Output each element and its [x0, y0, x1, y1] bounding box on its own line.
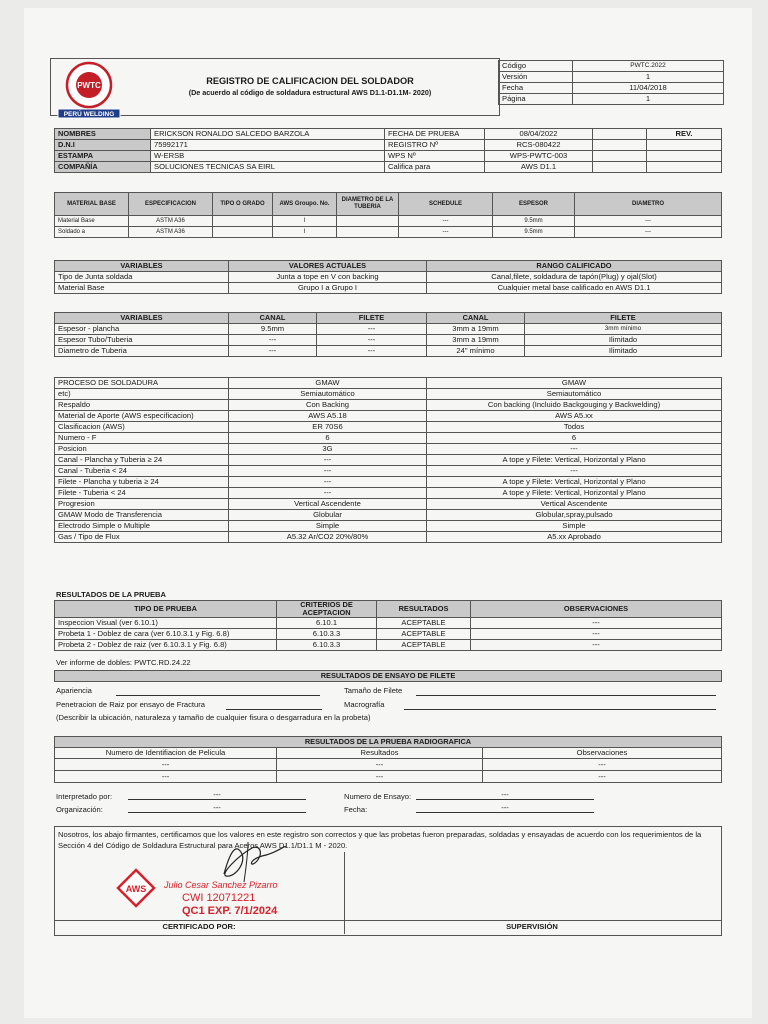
table-row	[55, 477, 722, 488]
radio-cell: ---	[483, 759, 722, 771]
tests-cell: ---	[471, 640, 722, 651]
radio-header: Resultados	[277, 748, 483, 759]
tests-header: OBSERVACIONES	[471, 601, 722, 618]
welder-dni: 75992171	[151, 140, 385, 151]
table-row	[55, 378, 722, 389]
process-cell: Filete - Plancha y tuberia ≥ 24	[55, 477, 229, 488]
thickness-cell: ---	[229, 335, 317, 346]
process-cell: etc)	[55, 389, 229, 400]
material-header: TIPO O GRADO	[213, 193, 273, 216]
thickness-cell: Ilimitado	[525, 346, 722, 357]
process-cell: Progresion	[55, 499, 229, 510]
tests-cell: Inspeccion Visual (ver 6.10.1)	[55, 618, 277, 629]
meta-value-pagina: 1	[573, 94, 724, 105]
material-cell: 9.5mm	[493, 227, 575, 238]
stamp-exp: QC1 EXP. 7/1/2024	[182, 905, 278, 917]
variables-table	[54, 260, 722, 294]
tests-cell: ACEPTABLE	[377, 629, 471, 640]
welder-label: Califica para	[385, 162, 485, 173]
table-row	[55, 640, 722, 651]
process-cell: AWS A5.xx	[427, 411, 722, 422]
interpretado-label: Interpretado por:	[56, 792, 113, 801]
process-cell: ---	[229, 466, 427, 477]
thickness-header: VARIABLES	[55, 313, 229, 324]
table-row	[55, 521, 722, 532]
stamp-cwi: CWI 12071221	[182, 892, 256, 904]
radio-cell: ---	[483, 771, 722, 783]
table-row	[55, 759, 722, 771]
thickness-cell: 24" mínimo	[427, 346, 525, 357]
process-cell: Con Backing	[229, 400, 427, 411]
meta-label: Página	[499, 94, 573, 105]
process-cell: Canal - Plancha y Tuberia ≥ 24	[55, 455, 229, 466]
radio-cell: ---	[277, 759, 483, 771]
handwritten-signature-icon	[190, 834, 300, 886]
test-date: 08/04/2022	[485, 129, 593, 140]
material-cell: ---	[575, 227, 722, 238]
thickness-header: FILETE	[525, 313, 722, 324]
apariencia-line	[116, 695, 320, 696]
thickness-table	[54, 312, 722, 357]
process-cell: Simple	[427, 521, 722, 532]
table-row	[55, 510, 722, 521]
table-row	[55, 532, 722, 543]
table-row	[55, 488, 722, 499]
table-row	[55, 346, 722, 357]
meta-value-codigo: PWTC.2022	[573, 61, 724, 72]
process-cell: Material de Aporte (AWS especificacion)	[55, 411, 229, 422]
material-cell: ---	[575, 216, 722, 227]
material-cell: ---	[399, 216, 493, 227]
process-cell: Semiautomático	[229, 389, 427, 400]
process-cell: Filete - Tuberia < 24	[55, 488, 229, 499]
process-cell: 6	[229, 433, 427, 444]
interpretado-value: ---	[128, 790, 306, 800]
process-cell: Globular,spray,pulsado	[427, 510, 722, 521]
process-cell: A5.xx Aprobado	[427, 532, 722, 543]
signature-footer-line	[54, 920, 722, 921]
thickness-cell: 3mm a 19mm	[427, 335, 525, 346]
variables-header: VARIABLES	[55, 261, 229, 272]
table-row	[55, 455, 722, 466]
thickness-cell: Espesor - plancha	[55, 324, 229, 335]
table-row	[55, 400, 722, 411]
variables-cell: Tipo de Junta soldada	[55, 272, 229, 283]
organizacion-label: Organización:	[56, 805, 103, 814]
radiography-table	[54, 736, 722, 783]
fillet-description: (Describir la ubicación, naturaleza y tamaño de cualquier fisura o desgarradura en la probeta)	[56, 713, 371, 722]
radio-cell: ---	[55, 771, 277, 783]
thickness-cell: ---	[317, 346, 427, 357]
rev-label: REV.	[647, 129, 722, 140]
tests-cell: 6.10.1	[277, 618, 377, 629]
welder-label: WPS Nº	[385, 151, 485, 162]
fillet-section-title: RESULTADOS DE ENSAYO DE FILETE	[54, 670, 722, 682]
thickness-header: FILETE	[317, 313, 427, 324]
welder-label: D.N.I	[55, 140, 151, 151]
tests-cell: Probeta 1 - Doblez de cara (ver 6.10.3.1 y Fig. 6.8)	[55, 629, 277, 640]
table-row	[55, 389, 722, 400]
process-cell: Canal - Tuberia < 24	[55, 466, 229, 477]
radio-section-title: RESULTADOS DE LA PRUEBA RADIOGRAFICA	[55, 737, 722, 748]
tests-cell: ---	[471, 629, 722, 640]
variables-header: VALORES ACTUALES	[229, 261, 427, 272]
process-cell: GMAW Modo de Transferencia	[55, 510, 229, 521]
material-cell	[213, 227, 273, 238]
tests-cell: ACEPTABLE	[377, 618, 471, 629]
process-cell: Globular	[229, 510, 427, 521]
process-cell: AWS A5.18	[229, 411, 427, 422]
welder-label: REGISTRO Nº	[385, 140, 485, 151]
thickness-cell: Espesor Tubo/Tuberia	[55, 335, 229, 346]
numero-ensayo-label: Numero de Ensayo:	[344, 792, 412, 801]
table-row	[55, 324, 722, 335]
tests-section-title: RESULTADOS DE LA PRUEBA	[56, 590, 166, 599]
registro-no: RCS-080422	[485, 140, 593, 151]
variables-cell: Junta a tope en V con backing	[229, 272, 427, 283]
process-cell: ---	[427, 466, 722, 477]
material-cell: Material Base	[55, 216, 129, 227]
meta-label: Código	[499, 61, 573, 72]
material-header: DIAMETRO	[575, 193, 722, 216]
process-cell: ---	[229, 477, 427, 488]
welder-company: SOLUCIONES TECNICAS SA EIRL	[151, 162, 385, 173]
bend-report-note: Ver informe de dobles: PWTC.RD.24.22	[56, 658, 191, 667]
thickness-cell: 9.5mm	[229, 324, 317, 335]
certification-text: Nosotros, los abajo firmantes, certificamos que los valores en este registro son correctos y que las probetas fueron preparadas, soldadas y ensayadas de acuerdo con los requerimientos de la Sección 4 del Código de Soldadura Estructural para Aceros AWS D1.1/D1.1 M - 2020.	[58, 830, 702, 850]
process-cell: Posicion	[55, 444, 229, 455]
material-header: SCHEDULE	[399, 193, 493, 216]
meta-label: Versión	[499, 72, 573, 83]
process-cell: A tope y Filete: Vertical, Horizontal y Plano	[427, 477, 722, 488]
apariencia-label: Apariencia	[56, 686, 92, 695]
process-cell: A5.32 Ar/CO2 20%/80%	[229, 532, 427, 543]
meta-label: Fecha	[499, 83, 573, 94]
stamp-logo-text: AWS	[125, 884, 147, 894]
welder-label: COMPAÑÍA	[55, 162, 151, 173]
table-row	[55, 444, 722, 455]
process-cell: GMAW	[427, 378, 722, 389]
welder-name: ERICKSON RONALDO SALCEDO BARZOLA	[151, 129, 385, 140]
process-cell: Simple	[229, 521, 427, 532]
table-row	[55, 771, 722, 783]
process-cell: Con backing (Incluido Backgouging y Backwelding)	[427, 400, 722, 411]
welder-label: NOMBRES	[55, 129, 151, 140]
numero-ensayo-value: ---	[416, 790, 594, 800]
radio-cell: ---	[277, 771, 483, 783]
radio-header: Observaciones	[483, 748, 722, 759]
process-cell: 6	[427, 433, 722, 444]
process-cell: PROCESO DE SOLDADURA	[55, 378, 229, 389]
material-header: MATERIAL BASE	[55, 193, 129, 216]
process-cell: GMAW	[229, 378, 427, 389]
logo-banner: PERÚ WELDING	[63, 111, 115, 118]
table-row	[55, 499, 722, 510]
wps-no: WPS-PWTC-003	[485, 151, 593, 162]
material-header: ESPECIFICACION	[129, 193, 213, 216]
aws-stamp-icon	[116, 868, 156, 908]
welder-info-table	[54, 128, 722, 173]
thickness-cell: ---	[317, 335, 427, 346]
material-cell: 9.5mm	[493, 216, 575, 227]
fecha-label: Fecha:	[344, 805, 368, 814]
table-row	[55, 466, 722, 477]
pwtc-logo-icon	[54, 60, 124, 120]
stamp-name: Julio Cesar Sanchez Pizarro	[164, 880, 278, 890]
table-row	[55, 227, 722, 238]
qualifies-for: AWS D1.1	[485, 162, 593, 173]
variables-cell: Cualquier metal base calificado en AWS D1.1	[427, 283, 722, 294]
table-row	[55, 618, 722, 629]
material-header: DIAMETRO DE LA TUBERIA	[337, 193, 399, 216]
process-cell: ---	[427, 444, 722, 455]
form-subtitle: (De acuerdo al código de soldadura estructural AWS D1.1-D1.1M- 2020)	[188, 88, 432, 97]
logo-text: PWTC	[77, 81, 101, 90]
tests-header: CRITERIOS DE ACEPTACION	[277, 601, 377, 618]
process-cell: Gas / Tipo de Flux	[55, 532, 229, 543]
process-cell: Respaldo	[55, 400, 229, 411]
table-row	[55, 283, 722, 294]
thickness-cell: ---	[229, 346, 317, 357]
thickness-cell: 3mm a 19mm	[427, 324, 525, 335]
variables-cell: Material Base	[55, 283, 229, 294]
fecha-value: ---	[416, 803, 594, 813]
material-cell: ASTM A36	[129, 227, 213, 238]
thickness-cell: Diametro de Tuberia	[55, 346, 229, 357]
macrografia-line	[404, 709, 716, 710]
variables-cell: Canal,filete, soldadura de tapón(Plug) y ojal(Slot)	[427, 272, 722, 283]
process-table	[54, 377, 722, 543]
material-cell: ASTM A36	[129, 216, 213, 227]
thickness-header: CANAL	[229, 313, 317, 324]
material-table	[54, 192, 722, 238]
doc-meta-table	[498, 60, 724, 105]
welder-stamp: W-ERSB	[151, 151, 385, 162]
process-cell: 3G	[229, 444, 427, 455]
table-row	[55, 422, 722, 433]
certificado-por-label: CERTIFICADO POR:	[162, 922, 236, 931]
macrografia-label: Macrografía	[344, 700, 385, 709]
thickness-cell: ---	[317, 324, 427, 335]
tamano-line	[416, 695, 716, 696]
penetracion-line	[226, 709, 322, 710]
logo	[54, 60, 124, 120]
material-cell	[213, 216, 273, 227]
table-row	[55, 272, 722, 283]
process-cell: Electrodo Simple o Multiple	[55, 521, 229, 532]
process-cell: ---	[229, 455, 427, 466]
material-cell	[337, 227, 399, 238]
tests-header: RESULTADOS	[377, 601, 471, 618]
process-cell: Semiautomático	[427, 389, 722, 400]
process-cell: Numero - F	[55, 433, 229, 444]
table-row	[55, 433, 722, 444]
meta-value-version: 1	[573, 72, 724, 83]
form-title: REGISTRO DE CALIFICACION DEL SOLDADOR	[206, 76, 414, 86]
table-row	[55, 216, 722, 227]
supervision-label: SUPERVISIÓN	[506, 922, 558, 931]
process-cell: Clasificacion (AWS)	[55, 422, 229, 433]
tests-cell: 6.10.3.3	[277, 629, 377, 640]
process-cell: ER 70S6	[229, 422, 427, 433]
process-cell: ---	[229, 488, 427, 499]
material-cell: I	[273, 216, 337, 227]
tamano-label: Tamaño de Filete	[344, 686, 403, 695]
tests-cell: Probeta 2 - Doblez de raiz (ver 6.10.3.1 y Fig. 6.8)	[55, 640, 277, 651]
process-cell: Vertical Ascendente	[427, 499, 722, 510]
tests-cell: ACEPTABLE	[377, 640, 471, 651]
variables-header: RANGO CALIFICADO	[427, 261, 722, 272]
process-cell: Vertical Ascendente	[229, 499, 427, 510]
welder-label: ESTAMPA	[55, 151, 151, 162]
material-header: ESPESOR	[493, 193, 575, 216]
organizacion-value: ---	[128, 803, 306, 813]
process-cell: A tope y Filete: Vertical, Horizontal y Plano	[427, 488, 722, 499]
meta-value-fecha: 11/04/2018	[573, 83, 724, 94]
radio-cell: ---	[55, 759, 277, 771]
variables-cell: Grupo I a Grupo I	[229, 283, 427, 294]
thickness-header: CANAL	[427, 313, 525, 324]
process-cell: Todos	[427, 422, 722, 433]
process-cell: A tope y Filete: Vertical, Horizontal y Plano	[427, 455, 722, 466]
tests-header: TIPO DE PRUEBA	[55, 601, 277, 618]
table-row	[55, 629, 722, 640]
material-cell: I	[273, 227, 337, 238]
tests-cell: ---	[471, 618, 722, 629]
tests-cell: 6.10.3.3	[277, 640, 377, 651]
table-row	[55, 411, 722, 422]
material-header: AWS Groupo. No.	[273, 193, 337, 216]
tests-table	[54, 600, 722, 651]
thickness-cell: 3mm mínimo	[525, 324, 722, 335]
material-cell: ---	[399, 227, 493, 238]
material-cell	[337, 216, 399, 227]
material-cell: Soldado a	[55, 227, 129, 238]
penetracion-label: Penetracion de Raiz por ensayo de Fractura	[56, 700, 206, 709]
welder-label: FECHA DE PRUEBA	[385, 129, 485, 140]
table-row	[55, 335, 722, 346]
thickness-cell: Ilimitado	[525, 335, 722, 346]
radio-header: Numero de Identifiacion de Pelicula	[55, 748, 277, 759]
